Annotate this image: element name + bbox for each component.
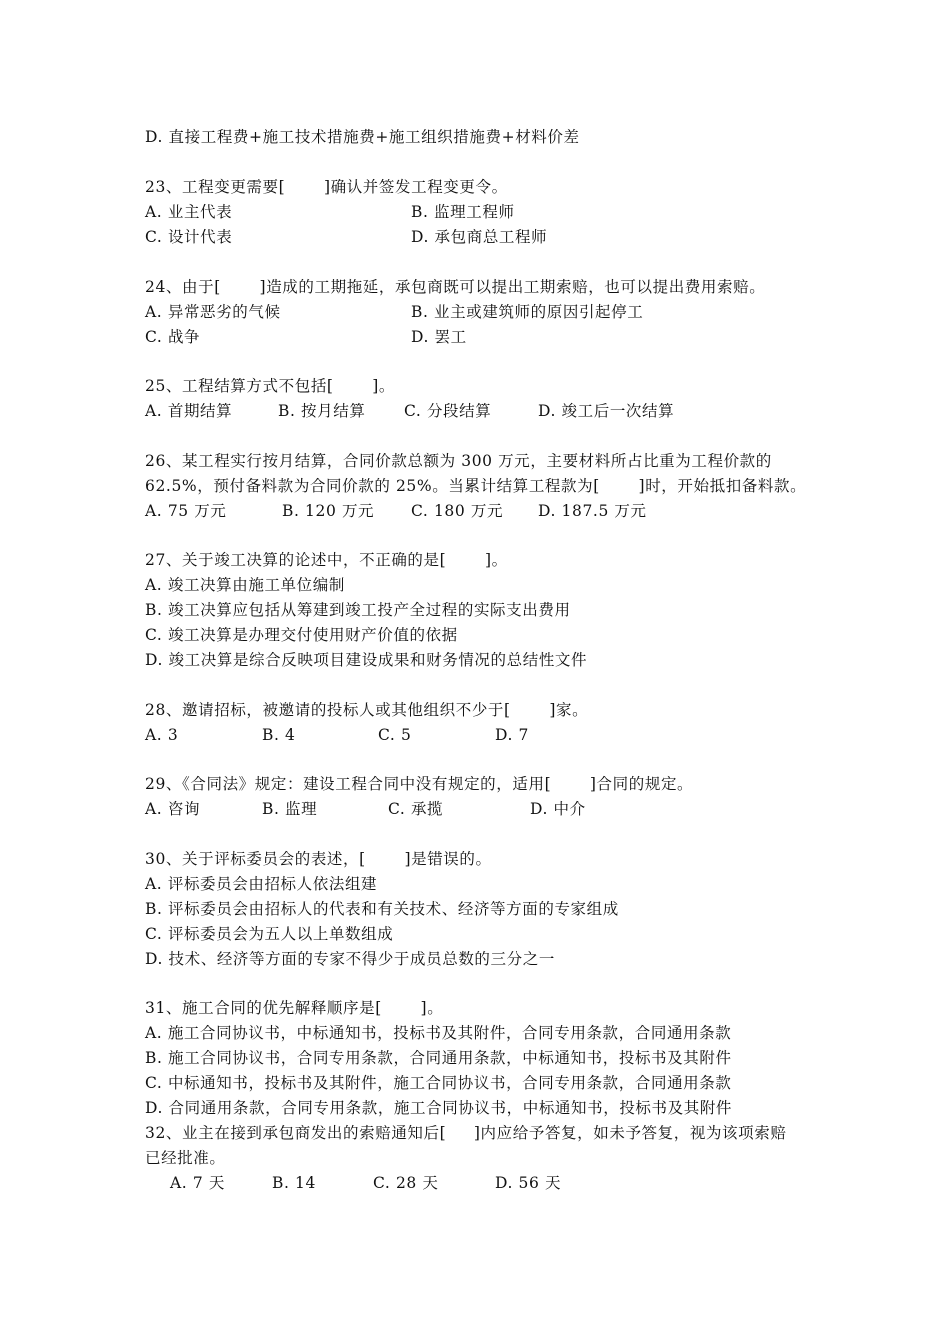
q22-option-d: D. 直接工程费+施工技术措施费+施工组织措施费+材料价差 <box>145 128 580 146</box>
q29-option-d: D. 中介 <box>530 800 586 818</box>
q30-option-d: D. 技术、经济等方面的专家不得少于成员总数的三分之一 <box>145 950 555 968</box>
q23-option-a: A. 业主代表 <box>145 203 233 221</box>
q26-option-c: C. 180 万元 <box>411 502 504 520</box>
q26-stem-line2: 62.5%，预付备料款为合同价款的 25%。当累计结算工程款为[ ]时，开始抵扣备料款。 <box>145 477 807 495</box>
q23-option-d: D. 承包商总工程师 <box>411 228 548 246</box>
q25-option-d: D. 竣工后一次结算 <box>538 402 675 420</box>
q24-option-c: C. 战争 <box>145 328 201 346</box>
q25-option-b: B. 按月结算 <box>278 402 366 420</box>
q32-stem-line1: 32、业主在接到承包商发出的索赔通知后[ ]内应给予答复，如未予答复，视为该项索赔 <box>145 1124 787 1142</box>
q32-stem-line2: 已经批准。 <box>145 1149 226 1167</box>
q31-option-c: C. 中标通知书，投标书及其附件，施工合同协议书，合同专用条款，合同通用条款 <box>145 1074 732 1092</box>
q32-option-b: B. 14 <box>272 1174 316 1192</box>
q25-stem: 25、工程结算方式不包括[ ]。 <box>145 377 396 395</box>
q23-stem: 23、工程变更需要[ ]确认并签发工程变更令。 <box>145 178 508 196</box>
q24-option-d: D. 罢工 <box>411 328 467 346</box>
q27-option-c: C. 竣工决算是办理交付使用财产价值的依据 <box>145 626 458 644</box>
q32-option-c: C. 28 天 <box>373 1174 439 1192</box>
q32-option-a: A. 7 天 <box>170 1174 225 1192</box>
q28-option-d: D. 7 <box>495 726 529 744</box>
q26-option-a: A. 75 万元 <box>145 502 227 520</box>
q28-stem: 28、邀请招标，被邀请的投标人或其他组织不少于[ ]家。 <box>145 701 589 719</box>
q31-option-d: D. 合同通用条款，合同专用条款，施工合同协议书，中标通知书，投标书及其附件 <box>145 1099 733 1117</box>
q25-option-a: A. 首期结算 <box>145 402 233 420</box>
q26-option-d: D. 187.5 万元 <box>538 502 647 520</box>
q27-stem: 27、关于竣工决算的论述中，不正确的是[ ]。 <box>145 551 508 569</box>
q26-stem-line1: 26、某工程实行按月结算，合同价款总额为 300 万元，主要材料所占比重为工程价款的 <box>145 452 772 470</box>
q31-option-b: B. 施工合同协议书，合同专用条款，合同通用条款，中标通知书，投标书及其附件 <box>145 1049 732 1067</box>
q28-option-b: B. 4 <box>262 726 296 744</box>
q29-option-b: B. 监理 <box>262 800 318 818</box>
q23-option-b: B. 监理工程师 <box>411 203 515 221</box>
q30-option-a: A. 评标委员会由招标人依法组建 <box>145 875 378 893</box>
q24-option-b: B. 业主或建筑师的原因引起停工 <box>411 303 644 321</box>
q28-option-c: C. 5 <box>378 726 412 744</box>
q27-option-d: D. 竣工决算是综合反映项目建设成果和财务情况的总结性文件 <box>145 651 588 669</box>
q23-option-c: C. 设计代表 <box>145 228 233 246</box>
q29-stem: 29、《合同法》规定：建设工程合同中没有规定的，适用[ ]合同的规定。 <box>145 775 694 793</box>
q31-stem: 31、施工合同的优先解释顺序是[ ]。 <box>145 999 444 1017</box>
q32-option-d: D. 56 天 <box>495 1174 562 1192</box>
q31-option-a: A. 施工合同协议书，中标通知书，投标书及其附件，合同专用条款，合同通用条款 <box>145 1024 732 1042</box>
q24-stem: 24、由于[ ]造成的工期拖延，承包商既可以提出工期索赔，也可以提出费用索赔。 <box>145 278 766 296</box>
q30-option-b: B. 评标委员会由招标人的代表和有关技术、经济等方面的专家组成 <box>145 900 619 918</box>
q29-option-a: A. 咨询 <box>145 800 201 818</box>
q26-option-b: B. 120 万元 <box>282 502 375 520</box>
q30-stem: 30、关于评标委员会的表述，[ ]是错误的。 <box>145 850 492 868</box>
q30-option-c: C. 评标委员会为五人以上单数组成 <box>145 925 394 943</box>
q27-option-a: A. 竣工决算由施工单位编制 <box>145 576 345 594</box>
q28-option-a: A. 3 <box>145 726 179 744</box>
q24-option-a: A. 异常恶劣的气候 <box>145 303 281 321</box>
q25-option-c: C. 分段结算 <box>404 402 492 420</box>
q29-option-c: C. 承揽 <box>388 800 444 818</box>
q27-option-b: B. 竣工决算应包括从筹建到竣工投产全过程的实际支出费用 <box>145 601 571 619</box>
